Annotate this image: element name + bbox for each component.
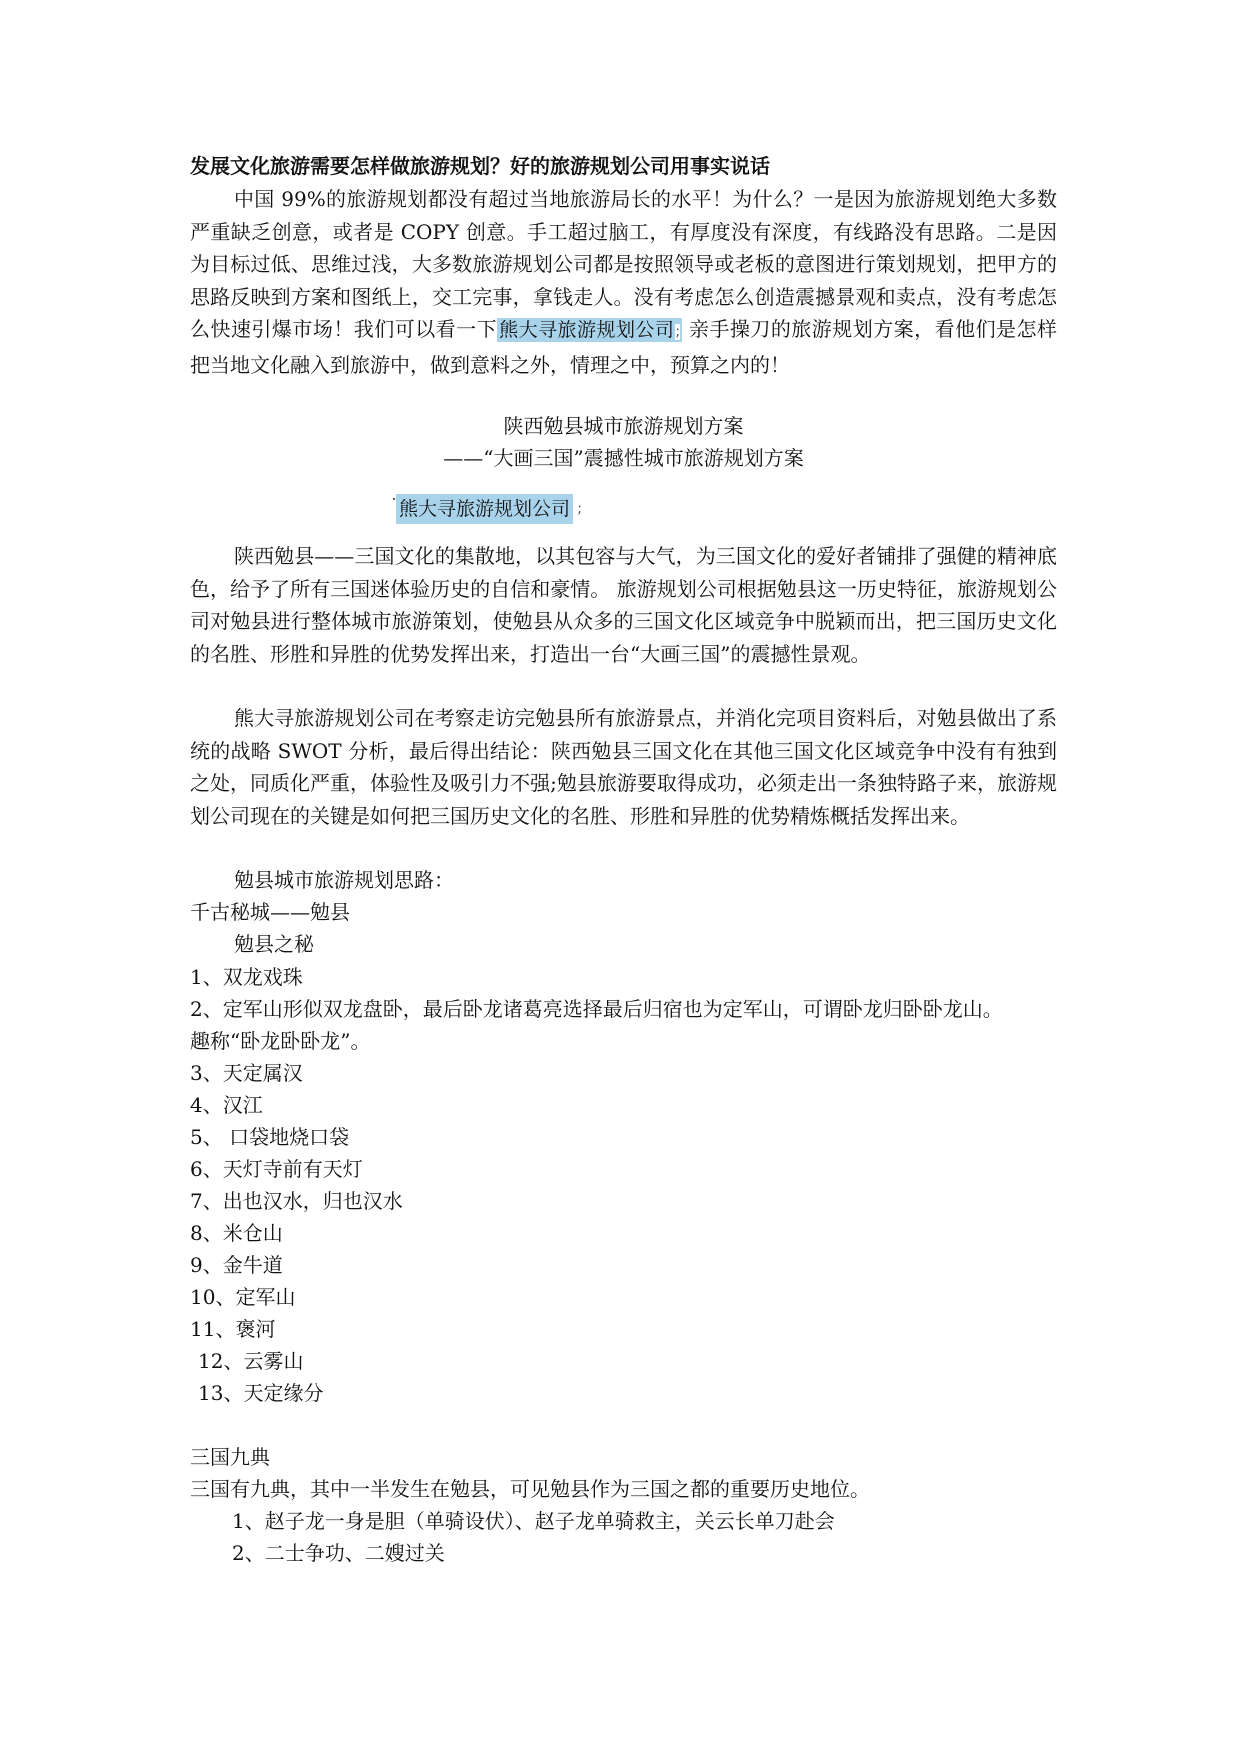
list-item: 4、汉江 xyxy=(190,1093,263,1117)
list-item: 3、天定属汉 xyxy=(190,1061,303,1085)
list-item: 5、 口袋地烧口袋 xyxy=(190,1125,350,1149)
paragraph-swot-analysis: 熊大寻旅游规划公司在考察走访完勉县所有旅游景点，并消化完项目资料后，对勉县做出了系统的战略 SWOT 分析，最后得出结论：陕西勉县三国文化在其他三国文化区域竞争中没有有独到之处，同质化严重，体验性及吸引力不强;勉县旅游要取得成功，必须走出一条独特路子来，旅游规划公司现在的关键是如何把三国历史文化的名胜、形胜和异胜的优势精炼概括发挥出来。 xyxy=(190,706,1057,828)
plan-title: 陕西勉县城市旅游规划方案 xyxy=(503,414,744,438)
list-item: 7、出也汉水，归也汉水 xyxy=(190,1189,403,1213)
list-item: 2、二士争功、二嫂过关 xyxy=(232,1541,445,1565)
intro-text-after: 亲手操刀的旅游规划方案，看他们是怎样把当地文化融入到旅游中，做到意料之外，情理之中，预算之内的！ xyxy=(190,317,1057,377)
list-item: 1、赵子龙一身是胆（单骑设伏）、赵子龙单骑救主，关云长单刀赴会 xyxy=(232,1509,835,1533)
list-item: 13、天定缘分 xyxy=(198,1381,324,1405)
list-item: 12、云雾山 xyxy=(198,1349,304,1373)
company-label: 熊大寻旅游规划公司 ; xyxy=(396,494,573,524)
list-item: 6、天灯寺前有天灯 xyxy=(190,1157,363,1181)
intro-text-before: 中国 99%的旅游规划都没有超过当地旅游局长的水平！为什么？一是因为旅游规划绝大多数严重缺乏创意，或者是 COPY 创意。手工超过脑工，有厚度没有深度，有线路没有思路。二是因为目标过低、思维过浅，大多数旅游规划公司都是按照领导或老板的意图进行策划规划，把甲方的思路反映到方案和图纸上，交工完事，拿钱走人。没有考虑怎么创造震撼景观和卖点，没有考虑怎么快速引爆市场！我们可以看一下 xyxy=(190,187,1057,341)
secrets-heading: 勉县之秘 xyxy=(234,932,314,956)
list-item: 11、褒河 xyxy=(190,1317,276,1341)
document-title: 发展文化旅游需要怎样做旅游规划？好的旅游规划公司用事实说话 xyxy=(190,154,770,178)
list-item: 8、米仓山 xyxy=(190,1221,283,1245)
intro-paragraph xyxy=(190,183,1057,381)
list-item-continued: 趣称“卧龙卧卧龙”。 xyxy=(190,1029,371,1053)
list-item: 10、定军山 xyxy=(190,1285,296,1309)
list-item: 9、金牛道 xyxy=(190,1253,283,1277)
list-item: 1、双龙戏珠 xyxy=(190,965,303,989)
list-item: 2、定军山形似双龙盘卧，最后卧龙诸葛亮选择最后归宿也为定军山，可谓卧龙归卧卧龙山。 xyxy=(190,997,1003,1021)
nine-classics-heading: 三国九典 xyxy=(190,1445,270,1469)
thinking-heading: 勉县城市旅游规划思路： xyxy=(234,868,454,892)
company-highlight: 熊大寻旅游规划公司 ; xyxy=(497,318,682,342)
slogan: 千古秘城——勉县 xyxy=(190,900,350,924)
paragraph-mianxian-intro: 陕西勉县——三国文化的集散地，以其包容与大气，为三国文化的爱好者铺排了强健的精神底色，给予了所有三国迷体验历史的自信和豪情。 旅游规划公司根据勉县这一历史特征，旅游规划公司对勉县进行整体城市旅游策划，使勉县从众多的三国文化区域竞争中脱颖而出，把三国历史文化的名胜、形胜和异胜的优势发挥出来，打造出一台“大画三国”的震撼性景观。 xyxy=(190,544,1057,666)
plan-subtitle: ——“大画三国”震撼性城市旅游规划方案 xyxy=(443,446,804,470)
nine-classics-intro: 三国有九典，其中一半发生在勉县，可见勉县作为三国之都的重要历史地位。 xyxy=(190,1477,870,1501)
